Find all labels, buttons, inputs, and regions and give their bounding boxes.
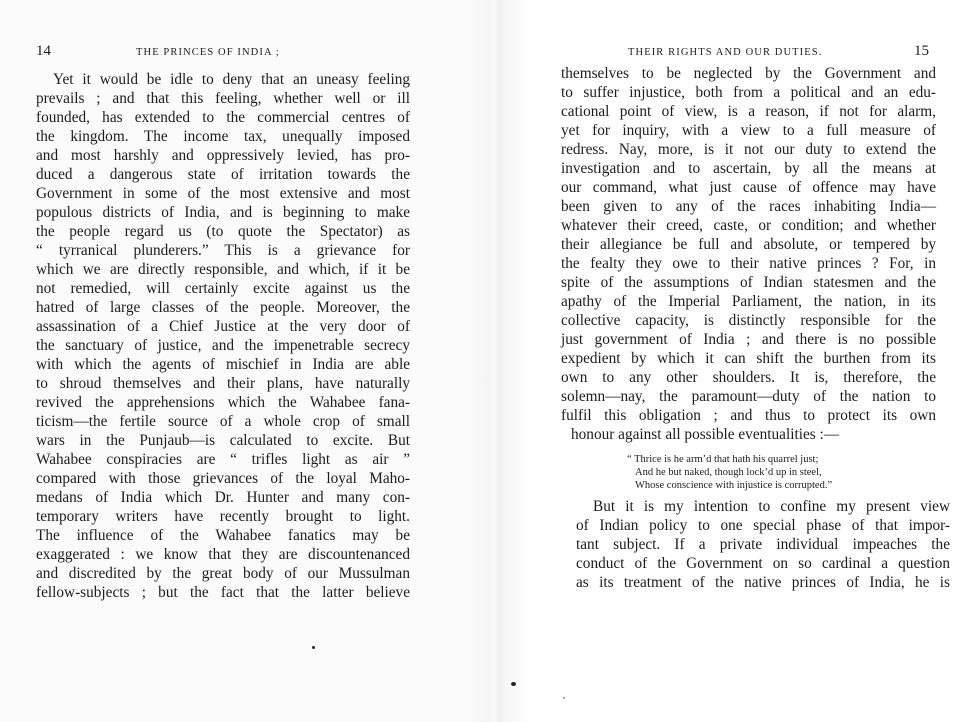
text-line: the sanctuary of justice, and the impenetrable secrecy (36, 337, 410, 354)
text-line: conduct of the Government on so cardinal a question (576, 555, 950, 572)
quote-line: Whose conscience with injustice is corrupted.” (635, 480, 833, 491)
quote-line: “ Thrice is he arm’d that hath his quarrel just; (627, 454, 819, 465)
text-line: whatever their creed, caste, or condition; and whether (561, 217, 936, 234)
text-line: as its treatment of the native princes of India, he is (576, 574, 950, 591)
text-line: the kingdom. The income tax, unequally imposed (36, 128, 410, 145)
text-line: medans of India which Dr. Hunter and many con- (36, 489, 410, 506)
scan-speck (312, 646, 315, 649)
text-line: just government of India ; and there is no possible (561, 331, 936, 348)
text-line: temporary writers have recently brought to light. (36, 508, 410, 525)
left-page-number: 14 (36, 43, 51, 59)
text-line: to shroud themselves and their plans, have naturally (36, 375, 410, 392)
text-line: Yet it would be idle to deny that an uneasy feeling (53, 71, 410, 88)
text-line: and most harshly and oppressively levied, has pro- (36, 147, 410, 164)
scan-speck (511, 682, 516, 686)
text-line: spite of the assumptions of Indian statesmen and the (561, 274, 936, 291)
text-line: “ tyrranical plunderers.” This is a grievance for (36, 242, 410, 259)
text-line: the people regard us (to quote the Spectator) as (36, 223, 410, 240)
text-line: their allegiance be full and absolute, or tempered by (561, 236, 936, 253)
text-line: to suffer injustice, both from a political and an edu- (561, 84, 936, 101)
right-body-text (561, 64, 936, 444)
text-line: Government in some of the most extensive and most (36, 185, 410, 202)
text-line: not remedied, will certainly excite against us the (36, 280, 410, 297)
text-line: The influence of the Wahabee fanatics may be (36, 527, 410, 544)
text-line: yet for inquiry, with a view to a full measure of (561, 122, 936, 139)
text-line: founded, has extended to the commercial centres of (36, 109, 410, 126)
text-line: of Indian policy to one special phase of that impor- (576, 517, 950, 534)
text-line: wars in the Punjaub—is calculated to excite. But (36, 432, 410, 449)
text-line: collective capacity, is distinctly responsible for the (561, 312, 936, 329)
text-line: tant subject. If a private individual impeaches the (576, 536, 950, 553)
text-line: ticism—the fertile source of a whole crop of small (36, 413, 410, 430)
right-page-number: 15 (914, 43, 929, 59)
text-line: honour against all possible eventualities :— (571, 426, 840, 443)
text-line: solemn—nay, the paramount—duty of the nation to (561, 388, 936, 405)
text-line: fellow-subjects ; but the fact that the latter believe (36, 584, 410, 601)
text-line: prevails ; and that this feeling, whether well or ill (36, 90, 410, 107)
text-line: revived the apprehensions which the Wahabee fana- (36, 394, 410, 411)
right-running-head: THEIR RIGHTS AND OUR DUTIES. (628, 47, 823, 58)
text-line: and discredited by the great body of our Mussulman (36, 565, 410, 582)
text-line: our command, what just cause of offence may have (561, 179, 936, 196)
text-line: which we are directly responsible, and which, if it be (36, 261, 410, 278)
text-line: assassination of a Chief Justice at the very door of (36, 318, 410, 335)
quote-line: And he but naked, though lock’d up in steel, (635, 467, 822, 478)
text-line: populous districts of India, and is beginning to make (36, 204, 410, 221)
text-line: Wahabee conspiracies are “ trifles light as air ” (36, 451, 410, 468)
text-line: hatred of large classes of the people. Moreover, the (36, 299, 410, 316)
text-line: exaggerated : we know that they are discountenanced (36, 546, 410, 563)
text-line: apathy of the Imperial Parliament, the nation, in its (561, 293, 936, 310)
text-line: investigation and to ascertain, by all the means at (561, 160, 936, 177)
text-line: themselves to be neglected by the Government and (561, 65, 936, 82)
text-line: with which the agents of mischief in India are able (36, 356, 410, 373)
text-line: redress. Nay, more, is it not our duty to extend the (561, 141, 936, 158)
left-running-head: THE PRINCES OF INDIA ; (136, 47, 280, 58)
text-line: the fealty they owe to their native princes ? For, in (561, 255, 936, 272)
text-line: duced a dangerous state of irritation towards the (36, 166, 410, 183)
text-line: own to any other shoulders. It is, therefore, the (561, 369, 936, 386)
book-gutter (470, 0, 530, 722)
right-body-text-continued (576, 497, 950, 592)
text-line: cational point of view, is a reason, if not for alarm, (561, 103, 936, 120)
left-body-text (36, 70, 410, 602)
text-line: compared with those grievances of the loyal Maho- (36, 470, 410, 487)
scan-speck (563, 697, 565, 699)
text-line: been given to any of the races inhabiting India— (561, 198, 936, 215)
shakespeare-quote (627, 453, 887, 492)
text-line: expedient by which it can shift the burthen from its (561, 350, 936, 367)
text-line: fulfil this obligation ; and thus to protect its own (561, 407, 936, 424)
text-line: But it is my intention to confine my present view (593, 498, 950, 515)
